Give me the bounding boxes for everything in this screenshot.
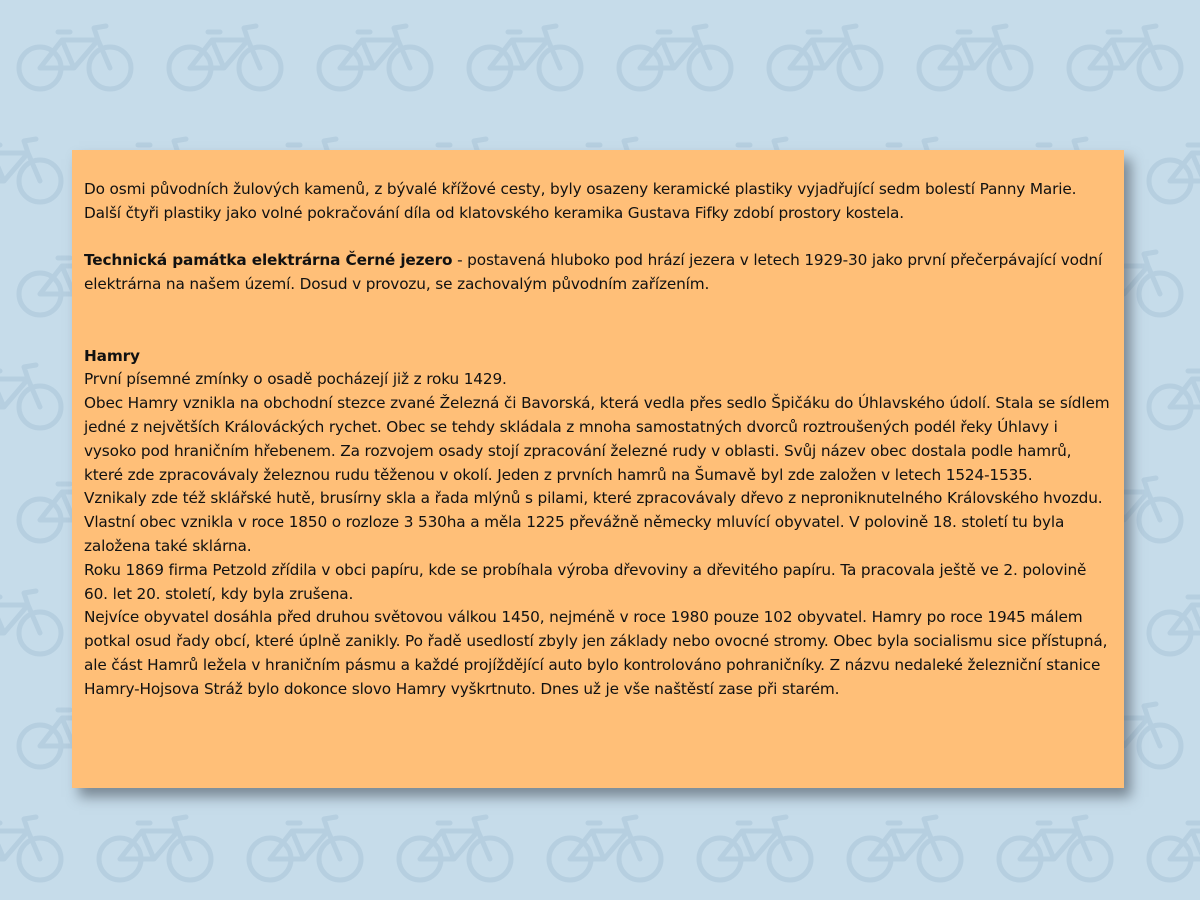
power-plant-title: Technická památka elektrárna Černé jezero (84, 251, 453, 270)
bicycle-icon (690, 813, 820, 885)
paragraph-ceramic-sculptures: Do osmi původních žulových kamenů, z bývalé křížové cesty, byly osazeny keramické plastiky vyjadřující sedm bolestí Panny Marie. Další čtyři plastiky jako volné pokračování díla od klatovského keramika Gustava Fifky zdobí prostory kostela. (84, 180, 1077, 222)
hamry-line: Nejvíce obyvatel dosáhla před druhou světovou válkou 1450, nejméně v roce 1980 pouze 102 obyvatel. Hamry po roce 1945 málem potkal osud řady obcí, které úplně zanikly. Po řadě usedlostí zbyly jen základy nebo ovocné stromy. Obec byla socialismu sice přístupná, ale část Hamrů ležela v hraničním pásmu a každé projíždějící auto bylo kontrolováno pohraničníky. Z názvu nedaleké železniční stanice Hamry-Hojsova Stráž bylo dokonce slovo Hamry vyškrtnuto. Dnes už je vše naštěstí zase při starém. (84, 608, 1108, 698)
hamry-line: Obec Hamry vznikla na obchodní stezce zvané Železná či Bavorská, která vedla přes sedlo Špičáku do Úhlavského údolí. Stala se sídlem jedné z největších Králováckých rychet. Obec se tehdy skládala z mnoha samostatných dvorců roztroušených podél řeky Úhlavy i vysoko pod hraničním hřebenem. Za rozvojem osady stojí zpracování železné rudy v oblasti. Svůj název obec dostala podle hamrů, které zde zpracovávaly železnou rudu těženou v okolí. Jeden z prvních hamrů na Šumavě byl zde založen v letech 1524-1535. (84, 394, 1110, 484)
bicycle-icon (240, 813, 370, 885)
hamry-line: Vznikaly zde též sklářské hutě, brusírny skla a řada mlýnů s pilami, které zpracovávaly dřevo z neproniknutelného Královského hvozdu. Vlastní obec vznikla v roce 1850 o rozloze 3 530ha a měla 1225 převážně německy mluvící obyvatel. V polovině 18. století tu byla založena také sklárna. (84, 489, 1103, 555)
bicycle-icon (540, 813, 670, 885)
hamry-line: Roku 1869 firma Petzold zřídila v obci papíru, kde se probíhala výroba dřevoviny a dřevitého papíru. Ta pracovala ještě ve 2. polovině 60. let 20. století, kdy byla zrušena. (84, 560, 1087, 603)
bicycle-icon (1140, 587, 1200, 659)
bicycle-icon (610, 22, 740, 94)
text-card (72, 150, 1124, 788)
bicycle-icon (390, 813, 520, 885)
hamry-line: První písemné zmínky o osadě pocházejí již z roku 1429. (84, 370, 507, 389)
bicycle-icon (1140, 135, 1200, 207)
bicycle-icon (1140, 813, 1200, 885)
bicycle-icon (0, 587, 70, 659)
bicycle-icon (1140, 361, 1200, 433)
bicycle-icon (10, 22, 140, 94)
bicycle-icon (0, 135, 70, 207)
bicycle-icon (310, 22, 440, 94)
bicycle-icon (840, 813, 970, 885)
bicycle-icon (1060, 22, 1190, 94)
paragraph-power-plant (84, 249, 1112, 297)
bicycle-icon (990, 813, 1120, 885)
bicycle-icon (460, 22, 590, 94)
bicycle-icon (0, 813, 70, 885)
bicycle-icon (910, 22, 1040, 94)
bicycle-icon (90, 813, 220, 885)
power-plant-description: - postavená hluboko pod hrází jezera v letech 1929-30 jako první přečerpávající vodní elektrárna na našem území. Dosud v provozu, se zachovalým původním zařízením. (84, 251, 1103, 294)
bicycle-icon (0, 361, 70, 433)
bicycle-icon (160, 22, 290, 94)
section-heading-hamry: Hamry (84, 346, 140, 365)
bicycle-icon (760, 22, 890, 94)
